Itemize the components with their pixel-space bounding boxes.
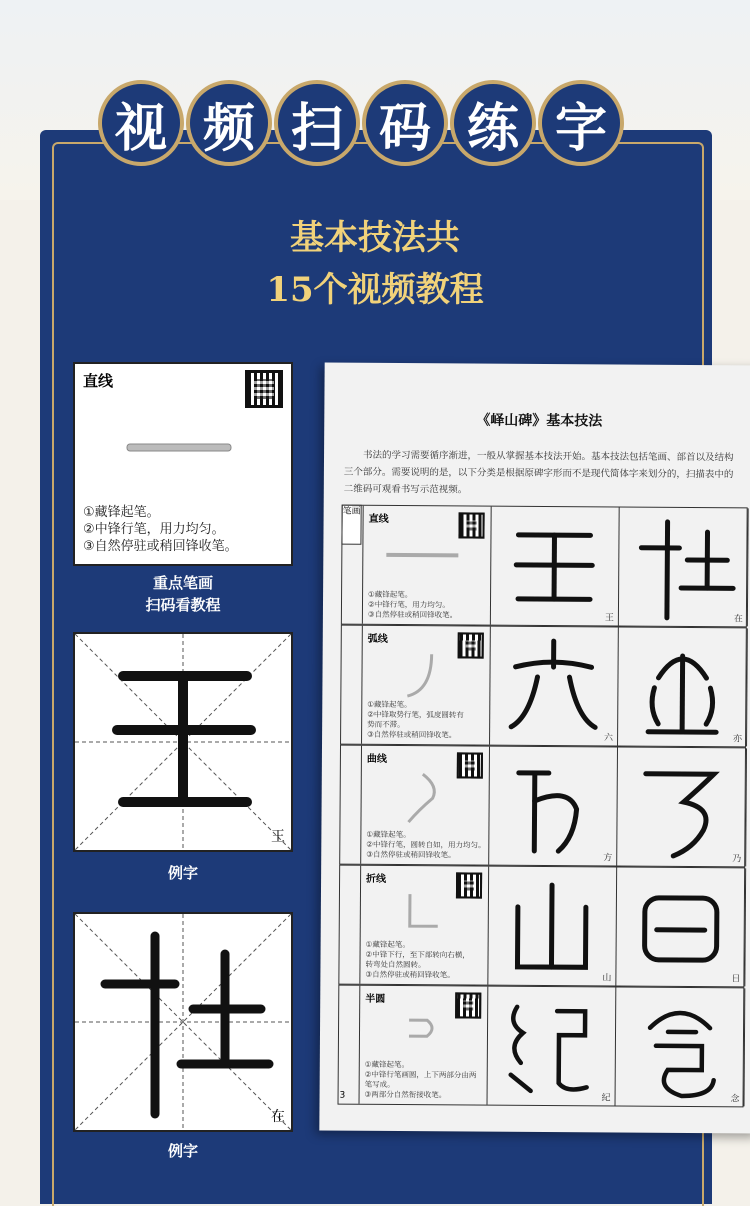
stroke-cell bbox=[361, 626, 491, 745]
stroke-cell bbox=[359, 866, 489, 985]
char-cell bbox=[619, 508, 749, 627]
char-label: 王 bbox=[271, 826, 285, 846]
step: ①藏锋起笔。 bbox=[367, 700, 464, 711]
example-caption: 例字 bbox=[73, 1140, 293, 1162]
book-title: 《峄山碑》基本技法 bbox=[324, 408, 750, 431]
row-steps bbox=[367, 700, 464, 741]
qr-code-icon[interactable] bbox=[457, 752, 483, 778]
stroke-sample bbox=[401, 650, 441, 700]
stroke-cell bbox=[362, 506, 492, 625]
title-char: 字 bbox=[538, 80, 624, 166]
side-label: 笔画 bbox=[341, 505, 361, 545]
practice-grid bbox=[75, 634, 291, 850]
table-row bbox=[339, 745, 746, 868]
title-char: 练 bbox=[450, 80, 536, 166]
qr-code-icon[interactable] bbox=[456, 872, 482, 898]
char-label: 山 bbox=[602, 970, 611, 983]
qr-code-icon[interactable] bbox=[458, 632, 484, 658]
qr-code-icon[interactable] bbox=[458, 512, 484, 538]
table-row bbox=[338, 865, 745, 988]
table-row bbox=[341, 505, 748, 628]
step: ③自然停驻或稍回锋收笔。 bbox=[365, 970, 469, 981]
step: ①藏锋起笔。 bbox=[83, 504, 238, 521]
qr-code-icon[interactable] bbox=[455, 992, 481, 1018]
practice-grid bbox=[75, 914, 291, 1130]
row-steps bbox=[365, 1060, 477, 1101]
seal-char bbox=[617, 748, 746, 867]
char-cell bbox=[488, 747, 618, 866]
step: ②中锋取势行笔，弧度圆转有 bbox=[367, 710, 464, 721]
char-label: 念 bbox=[731, 1091, 740, 1104]
table-row bbox=[340, 625, 747, 748]
example-caption: 例字 bbox=[73, 862, 293, 884]
seal-char-zai bbox=[105, 936, 269, 1114]
row-steps bbox=[368, 590, 457, 621]
char-label: 方 bbox=[603, 850, 612, 863]
stroke-steps bbox=[83, 504, 238, 555]
table-row bbox=[338, 985, 745, 1108]
char-label: 亦 bbox=[733, 731, 742, 744]
stroke-sample bbox=[398, 770, 444, 826]
seal-char bbox=[616, 988, 745, 1107]
seal-char bbox=[619, 508, 748, 627]
qr-code-icon[interactable] bbox=[245, 370, 283, 408]
seal-char bbox=[487, 987, 616, 1106]
char-cell bbox=[617, 748, 747, 867]
step: 势而不滞。 bbox=[367, 720, 464, 731]
char-label: 乃 bbox=[732, 851, 741, 864]
example-grid-wang bbox=[73, 632, 293, 852]
step: ③自然停驻或稍回锋收笔。 bbox=[366, 850, 485, 861]
title-char: 频 bbox=[186, 80, 272, 166]
step: ①藏锋起笔。 bbox=[365, 1060, 477, 1071]
seal-char bbox=[489, 627, 618, 746]
seal-char bbox=[618, 628, 747, 747]
step: ②中锋行笔，圆转自如，用力均匀。 bbox=[366, 840, 485, 851]
stroke-sample bbox=[382, 550, 462, 561]
char-cell bbox=[487, 867, 617, 986]
title-char: 扫 bbox=[274, 80, 360, 166]
seal-char bbox=[488, 747, 617, 866]
char-cell bbox=[618, 628, 748, 747]
char-label: 在 bbox=[271, 1106, 285, 1126]
row-name: 曲线 bbox=[367, 750, 387, 765]
card-caption bbox=[73, 572, 293, 616]
book-page bbox=[319, 362, 750, 1133]
char-cell bbox=[487, 987, 617, 1106]
step: ①藏锋起笔。 bbox=[366, 940, 470, 951]
subtitle-line-1: 基本技法共 bbox=[0, 210, 750, 259]
char-label: 六 bbox=[604, 730, 613, 743]
step: ③自然停驻或稍回锋收笔。 bbox=[83, 538, 238, 555]
step: ①藏锋起笔。 bbox=[368, 590, 457, 601]
step: ②中锋行笔画圆，上下两部分由两 bbox=[365, 1070, 477, 1081]
step: ③自然停驻或稍回锋收笔。 bbox=[367, 730, 464, 741]
row-name: 半圆 bbox=[365, 990, 385, 1005]
seal-char-wang bbox=[117, 676, 251, 802]
char-cell bbox=[616, 988, 746, 1107]
example-grid-zai bbox=[73, 912, 293, 1132]
step: ③两部分自然衔接收笔。 bbox=[365, 1090, 477, 1101]
stroke-name: 直线 bbox=[83, 370, 113, 391]
caption-line: 扫码看教程 bbox=[73, 594, 293, 616]
stroke-sample bbox=[403, 1014, 443, 1044]
straight-stroke-sample bbox=[125, 438, 235, 458]
stroke-card bbox=[73, 362, 293, 566]
char-label: 在 bbox=[734, 611, 743, 624]
book-intro: 书法的学习需要循序渐进，一般从掌握基本技法开始。基本技法包括笔画、部首以及结构三个部分。需要说明的是，以下分类是根据原碑字形而不是现代简体字来划分的，扫描表中的二维码可观看书写示范视频。 bbox=[344, 447, 740, 501]
char-cell bbox=[489, 627, 619, 746]
row-name: 弧线 bbox=[368, 630, 388, 645]
stroke-cell bbox=[360, 746, 490, 865]
char-label: 日 bbox=[731, 971, 740, 984]
step: 笔写成。 bbox=[365, 1080, 477, 1091]
row-name: 折线 bbox=[366, 870, 386, 885]
char-label: 王 bbox=[605, 610, 614, 623]
row-name: 直线 bbox=[369, 510, 389, 525]
stroke-sample bbox=[404, 890, 444, 934]
step: ①藏锋起笔。 bbox=[366, 830, 485, 841]
step: ③自然停驻或稍回锋收笔。 bbox=[368, 610, 457, 621]
step: ②中锋下行，至下部转向右横， bbox=[366, 950, 470, 961]
title-char: 码 bbox=[362, 80, 448, 166]
seal-char bbox=[487, 867, 616, 986]
technique-table bbox=[342, 505, 748, 508]
page-number: 3 bbox=[340, 1091, 346, 1101]
stroke-cell bbox=[359, 986, 489, 1105]
seal-char bbox=[616, 868, 745, 987]
caption-line: 重点笔画 bbox=[73, 572, 293, 594]
row-steps bbox=[365, 940, 470, 981]
char-label: 紀 bbox=[602, 1090, 611, 1103]
step: ②中锋行笔，用力均匀。 bbox=[83, 521, 238, 538]
seal-char bbox=[490, 507, 619, 626]
char-cell bbox=[490, 507, 620, 626]
subtitle-line-2: 15个视频教程 bbox=[0, 262, 750, 311]
banner-title bbox=[98, 80, 624, 166]
char-cell bbox=[616, 868, 746, 987]
title-char: 视 bbox=[98, 80, 184, 166]
row-steps bbox=[366, 830, 485, 861]
step: ②中锋行笔，用力均匀。 bbox=[368, 600, 457, 611]
step: 转弯处自然圆转。 bbox=[365, 960, 469, 971]
